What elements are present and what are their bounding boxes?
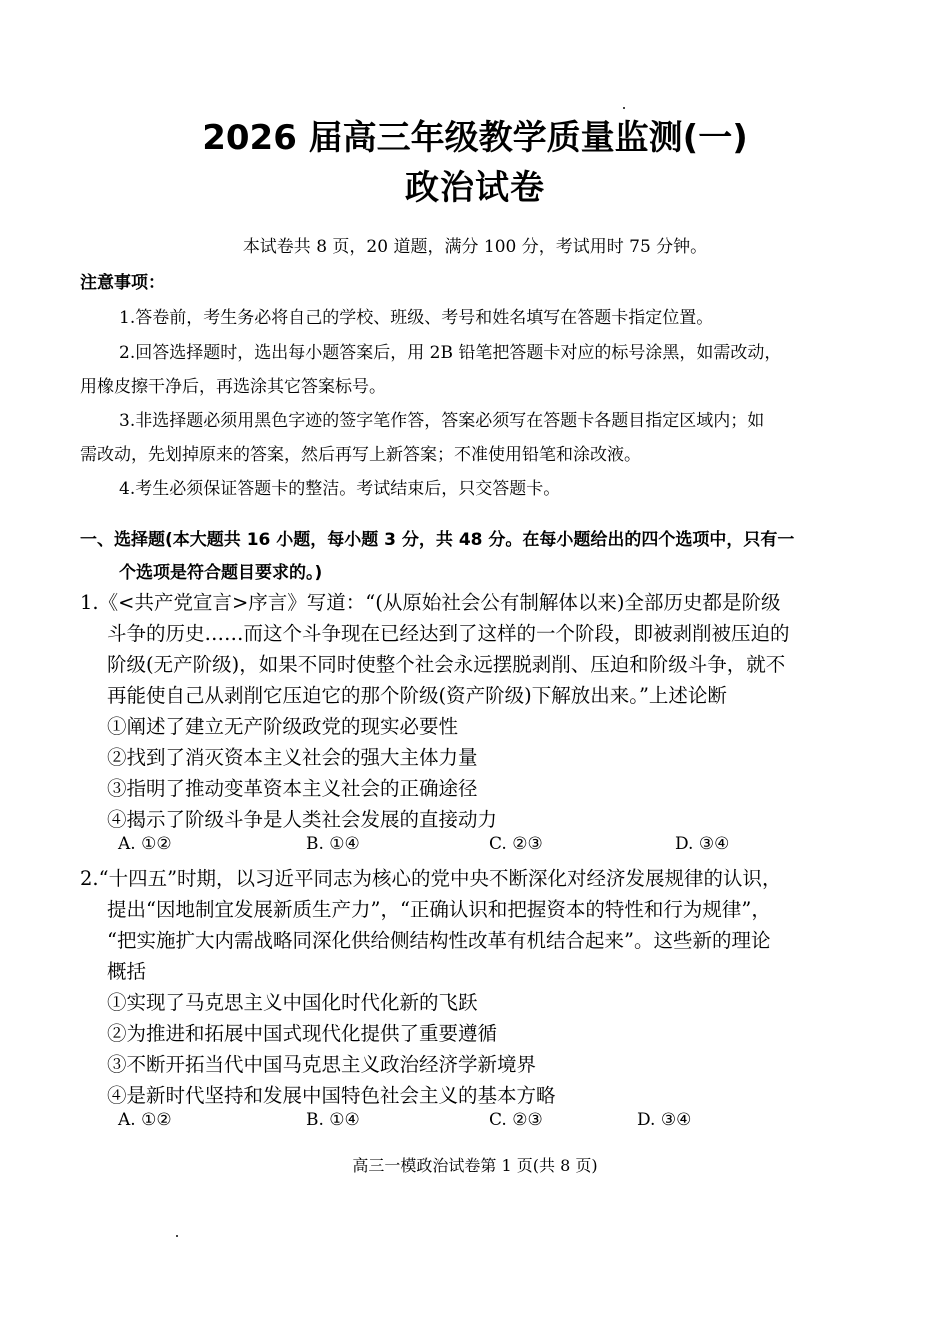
q1-option-a: A. ①② xyxy=(118,834,172,854)
q1-option-b: B. ①④ xyxy=(306,834,360,854)
notice-item-3-cont: 需改动，先划掉原来的答案，然后再写上新答案；不准使用铅笔和涂改液。 xyxy=(80,445,641,465)
exam-info: 本试卷共 8 页，20 道题，满分 100 分，考试用时 75 分钟。 xyxy=(242,237,708,257)
q2-statement-4: ④是新时代坚持和发展中国特色社会主义的基本方略 xyxy=(107,1084,556,1107)
q1-statement-1: ①阐述了建立无产阶级政党的现实必要性 xyxy=(107,715,459,738)
q1-option-d: D. ③④ xyxy=(675,834,730,854)
q2-statement-2: ②为推进和拓展中国式现代化提供了重要遵循 xyxy=(107,1022,498,1045)
q2-statement-3: ③不断开拓当代中国马克思主义政治经济学新境界 xyxy=(107,1053,537,1076)
q1-stem-line-4: 再能使自己从剥削它压迫它的那个阶级(资产阶级)下解放出来。”上述论断 xyxy=(107,684,727,707)
q1-stem-line-1: 1.《<共产党宣言>序言》写道：“(从原始社会公有制解体以来)全部历史都是阶级 xyxy=(80,591,781,614)
notice-heading: 注意事项： xyxy=(80,273,165,293)
exam-subject: 政治试卷 xyxy=(405,168,545,208)
q2-stem-line-2: 提出“因地制宜发展新质生产力”，“正确认识和把握资本的特性和行为规律”， xyxy=(107,898,771,921)
q2-stem-line-4: 概括 xyxy=(107,960,147,983)
q2-option-a: A. ①② xyxy=(118,1110,172,1130)
q1-statement-2: ②找到了消灭资本主义社会的强大主体力量 xyxy=(107,746,478,769)
notice-item-2-cont: 用橡皮擦干净后，再选涂其它答案标号。 xyxy=(80,377,386,397)
notice-item-2: 2.回答选择题时，选出每小题答案后，用 2B 铅笔把答题卡对应的标号涂黑，如需改动， xyxy=(119,343,782,363)
q1-option-c: C. ②③ xyxy=(489,834,543,854)
notice-item-1: 1.答卷前，考生务必将自己的学校、班级、考号和姓名填写在答题卡指定位置。 xyxy=(119,308,714,328)
q1-stem-line-3: 阶级(无产阶级)，如果不同时使整个社会永远摆脱剥削、压迫和阶级斗争，就不 xyxy=(107,653,786,676)
section1-heading: 一、选择题(本大题共 16 小题，每小题 3 分，共 48 分。在每小题给出的四个选项中，只有一 xyxy=(80,530,795,550)
q2-option-c: C. ②③ xyxy=(489,1110,543,1130)
q2-option-b: B. ①④ xyxy=(306,1110,360,1130)
q2-stem-line-1: 2.“十四五”时期，以习近平同志为核心的党中央不断深化对经济发展规律的认识， xyxy=(80,867,782,890)
q2-stem-line-3: “把实施扩大内需战略同深化供给侧结构性改革有机结合起来”。这些新的理论 xyxy=(107,929,771,952)
scan-speck-bottom xyxy=(176,1235,178,1237)
exam-title: 2026 届高三年级教学质量监测(一) xyxy=(202,118,748,158)
scan-speck-top xyxy=(623,107,625,109)
q2-option-d: D. ③④ xyxy=(637,1110,692,1130)
section1-heading-cont: 个选项是符合题目要求的。) xyxy=(119,563,323,583)
notice-item-3: 3.非选择题必须用黑色字迹的签字笔作答，答案必须写在答题卡各题目指定区域内；如 xyxy=(119,411,765,431)
q1-statement-3: ③指明了推动变革资本主义社会的正确途径 xyxy=(107,777,478,800)
q1-stem-line-2: 斗争的历史……而这个斗争现在已经达到了这样的一个阶段，即被剥削被压迫的 xyxy=(107,622,790,645)
q2-statement-1: ①实现了马克思主义中国化时代化新的飞跃 xyxy=(107,991,478,1014)
page-footer: 高三一模政治试卷第 1 页(共 8 页) xyxy=(352,1156,598,1175)
notice-item-4: 4.考生必须保证答题卡的整洁。考试结束后，只交答题卡。 xyxy=(119,479,561,499)
q1-statement-4: ④揭示了阶级斗争是人类社会发展的直接动力 xyxy=(107,808,498,831)
